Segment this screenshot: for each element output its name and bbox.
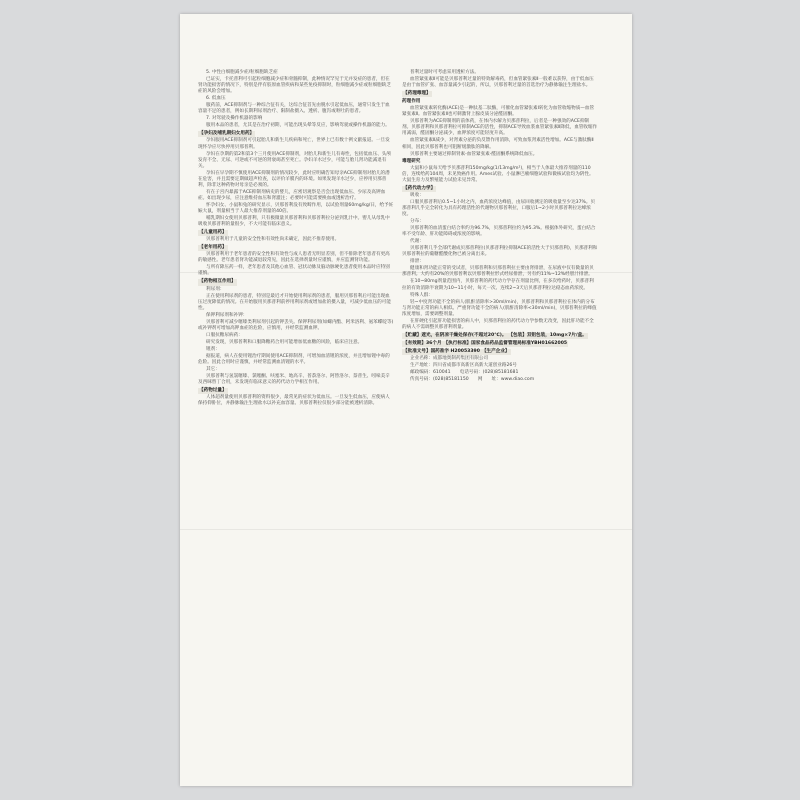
- paragraph: 在肝硬化引起肝功能损害的病人中，贝那普利拉的药代动力学参数无改变，因此肝功能不全的病人不需调整贝那普利剂量。: [402, 318, 594, 330]
- section-heading: 【批准文号】国药准字 H20053390: [403, 348, 480, 354]
- section-heading: 【药理毒理】: [403, 91, 431, 97]
- paragraph: 在10~80mg剂量范围内，贝那普利的药代动力学存在剂量比例，在多次给药时，贝那普利拉的有效消除半衰期为10~11小时，每天一次、连续2~3天后贝那普利拉达稳态血药浓度。: [402, 279, 594, 291]
- package-insert-sheet: [180, 14, 632, 786]
- section-heading: 【儿童用药】: [199, 230, 227, 236]
- paragraph: 5. 中性白细胞减少症/粒细胞缺乏症: [206, 70, 278, 75]
- paragraph: 血管紧张素Ⅱ减少，对肾素分泌的负反馈作用消除，可致血浆肾素活性增加。ACE与激肽酶Ⅱ相同，因此贝那普利也可阻断缓激肽的降解。: [402, 138, 594, 150]
- section-heading: 【药物过量】: [199, 388, 227, 394]
- paragraph: 服用本品的患者，尤其是在治疗初期，可能出现头晕等反应，影响驾驶或操作机器的能力。: [206, 123, 390, 129]
- paragraph: 轻~中度肾功能不全的病人(肌酐清除率>30ml/min)，贝那普利和贝那普利拉在体内的分布与肾功能正常的病人相似。严重肾功能不全的病人(肌酐清除率<30ml/min)，贝那普利拉的峰值浓度增加，需要调整剂量。: [402, 299, 597, 317]
- paragraph: 已证实，卡托普利可引起粒细胞减少症和骨髓抑制，此种情况罕见于无并发症的患者，但在肾功能损害的情况下，特别是伴有胶原血管疾病和某些免疫抑制时，粒细胞减少症或粒细胞缺乏症的风险会增加。: [198, 77, 391, 95]
- paragraph: 孕妇在孕期的第2和第3个三月使用ACE抑制剂，对胎儿和新生儿有毒性，包括低血压、头颅发育不全、无尿、可逆或不可逆的肾衰竭甚至死亡。孕妇羊水过少，可能与胎儿肾功能减退有关。: [198, 151, 391, 169]
- paragraph: 贝那普利为ACE抑制剂的前体药，在体内水解为贝那普利拉，后者是一种强效的ACE抑制剂。贝那普利和贝那普利拉可抑制ACE的活性，抑制ACE导致血浆血管紧张素Ⅱ降低，血管收缩作用减弱，醛固酮分泌减少，血钾浓度可能轻度升高。: [402, 119, 598, 137]
- paragraph: 服药前，ACE抑制剂与一种综合征有关，这综合征首先由脱水引起低血压，通常只发生于血容量不足的患者，例如长期利尿剂治疗、限制盐摄入、透析、腹泻或呕吐的患者。: [198, 103, 390, 115]
- paragraph: 利尿剂：: [206, 286, 225, 292]
- paragraph: 特殊人群：: [410, 292, 433, 298]
- section-heading: 【药物相互作用】: [199, 279, 236, 285]
- section-heading: 【生产企业】: [481, 348, 510, 354]
- paragraph: 口服抗糖尿病药：: [206, 332, 243, 338]
- paragraph: 据报道，病人在使用锂治疗期间使用ACE抑制剂，可增加血清锂的浓度，并且增加锂中毒的危险。因此合用时应谨慎，并经常监测血清锂的水平。: [198, 353, 390, 366]
- paragraph: 贝那普利与氢氯噻嗪、氯噻酮、呋塞米、地高辛、普萘洛尔、阿替洛尔、萘普生、吲哚美辛及西咪替丁合用，未发现有临床意义的药代动力学相互作用。: [198, 374, 390, 386]
- paragraph: 分布：: [410, 219, 424, 225]
- paragraph: 哺乳期妇女使用贝那普利，只有极微量贝那普利和贝那普利拉分泌到乳汁中。婴儿从母乳中吸收贝那普利的量很少，不大可能有临床意义。: [198, 216, 390, 228]
- section-heading: 【老年用药】: [199, 245, 227, 251]
- section-heading: 毒理研究: [402, 158, 421, 164]
- paragraph: 孕妇在早孕期不慎使用ACE抑制剂的情况较少，此时应明确告知母亲ACE抑制剂对胎儿的潜在危害，并且需要定期做超声检查，以评价羊膜内的环境。如果发现羊水过少，应停用贝那普利，除非这种药物对母亲是必须的。: [198, 170, 390, 188]
- paragraph: 普利过量时可考虑采用透析方法。: [410, 70, 479, 75]
- paragraph: 7. 对驾驶及操作机器的影响: [206, 116, 263, 122]
- paragraph: 排泄：: [410, 259, 424, 265]
- paragraph: 与所有降压药一样，老年患者及其他心血管、冠状动脉及脑动脉硬化患者使用本品时应特别谨慎。: [198, 265, 390, 277]
- paragraph: 有在子宫内暴露于ACE抑制剂病史的婴儿，应密切观察是否会出现低血压、少尿及高钾血症。如出现少尿，应注意维持血压和肾灌注；必要时可能需要换血或透析治疗。: [198, 189, 386, 201]
- paragraph: 代谢：: [410, 239, 424, 245]
- section-heading: 【包装】双铝包装，10mg×7片/盒。: [508, 332, 587, 338]
- left-text-column: [198, 70, 394, 408]
- right-text-column: [402, 70, 598, 384]
- paragraph: 贝那普利可减少噻嗪类利尿剂引起的钾丢失。保钾利尿剂(如螺内酯、阿米洛利、氨苯蝶啶等)或补钾剂可增加高钾血症的危险，应慎用，并经常监测血钾。: [198, 319, 394, 331]
- paragraph: 怀孕妇女、小鼠和兔的研究显示，贝那普利没有致畸作用，以试验剂量60mg/kg/日，给予妊娠大鼠，剂量相当于人最大推荐剂量的40倍。: [198, 202, 394, 214]
- section-heading: 【有效期】36个月: [403, 340, 442, 346]
- paragraph: 人体超剂量使用贝那普利的资料很少，最常见的症状为低血压。一旦发生低血压，应使病人保持仰卧位，并静脉输注生理盐水以补充血容量。贝那普利拉仅很少部分能被透析清除。: [198, 395, 390, 407]
- paragraph: 贝那普利用于老年患者的安全性和有效性与成人患者无明显差别，但不排除老年患者有更高的敏感性。老年患者肾功能减退较常见，因此在选择剂量时应谨慎，并应监测肾功能。: [198, 252, 390, 264]
- paragraph: 贝那普利几乎全部代谢成贝那普利拉(贝那普利拉抑制ACE的活性大于贝那普利)，贝那普利和贝那普利拉的葡糖醛酸化物已被分离出来。: [402, 246, 598, 258]
- section-heading: 【贮藏】遮光，在阴凉干燥处保存(不超过20℃)。: [403, 332, 507, 338]
- paragraph: 企业名称：成都地奥制药集团有限公司: [410, 355, 489, 361]
- paragraph: 贝那普利主要通过抑制肾素-血管紧张素-醛固酮系统降低血压。: [410, 151, 538, 157]
- paragraph: 邮政编码：610041 电话号码：(028)85181681: [410, 370, 519, 376]
- paragraph: 其它：: [206, 367, 220, 373]
- paragraph: 孕妇服用ACE抑制剂可引起胎儿和新生儿疾病和死亡，世界上已有数十例文献报道。一旦发现怀孕应尽快停用贝那普利。: [198, 138, 390, 150]
- paragraph: 口服贝那普利后0.5~1小时之内，血药浓度达峰值，由尿回收测定的吸收量至少达37%。贝那普利几乎完全转化为具有药理活性的代谢物贝那普利拉，口服后1~2小时贝那普利拉达峰浓度。: [402, 199, 596, 217]
- section-heading: 【孕妇及哺乳期妇女用药】: [199, 131, 255, 137]
- paragraph: 6. 低血压: [206, 96, 226, 102]
- fold-line: [180, 529, 632, 530]
- paragraph: 传真号码：(028)85181150 网 址：www.diao.com: [410, 377, 535, 383]
- paragraph: 血管紧张素转化酶(ACE)是一种肽基二肽酶，可催化血管紧张素Ⅰ转化为血管收缩物质—血管紧张素Ⅱ。血管紧张素Ⅱ也可刺激肾上腺皮质分泌醛固酮。: [402, 106, 595, 118]
- section-heading: 药理作用: [402, 99, 421, 105]
- paragraph: 锂剂：: [206, 346, 220, 352]
- paragraph: 血管紧张素Ⅱ可能是贝那普利过量的特效解毒药，但血管紧张素Ⅱ一般难以获得，由于低血压是由于血管扩张、血容量减少引起的，所以，贝那普利过量的首选治疗为静脉输注生理盐水。: [402, 77, 594, 89]
- paragraph: 正在使用利尿剂的患者，特别是最近才开始使用利尿剂的患者，服用贝那普利后可能出现血压过度降低的情况。在开始服用贝那普利前停用利尿剂或增加盐的摄入量，可减少低血压的可能性。: [198, 293, 391, 311]
- paragraph: 研究发现，贝那普利和口服降糖药合用可能增加低血糖的风险，临床应注意。: [206, 339, 363, 345]
- paragraph: 健康和肾功能正常的受试者，贝那普利和贝那普利拉主要由肾排泄，在尿液中仅有微量的贝那普利。大约有20%的贝那普利以贝那普利拉形式经尿排泄，另有约11%~12%经胆汁排泄。: [402, 266, 594, 278]
- paragraph: 贝那普利用于儿童的安全性和有效性尚未确定，因此不推荐使用。: [206, 237, 340, 243]
- paragraph: 贝那普利的血清蛋白结合率约为96.7%，贝那普利拉约为95.3%。根据体外研究，蛋白结合率不受年龄、肝功能障碍或浓度的影响。: [402, 226, 596, 238]
- paragraph: 大鼠和小鼠每天给予贝那普利150mg/kg(1/13mg/m²)，相当于人体最大推荐剂量的110倍，连续给药104周，未见致癌作用。Ames试验、小鼠淋巴瘤细胞试验和微核试验均为阴性。大鼠生育力及繁殖能力试验未见异常。: [402, 165, 594, 183]
- paragraph: 保钾利尿剂和补钾：: [206, 312, 248, 318]
- paragraph: 吸收：: [410, 192, 424, 198]
- section-heading: 【执行标准】国家食品药品监督管理局标准YBH01662005: [443, 340, 568, 346]
- section-heading: 【药代动力学】: [403, 185, 436, 191]
- paragraph: 生产地址：四川省成都市高新区高新大道创业路26号: [410, 363, 517, 369]
